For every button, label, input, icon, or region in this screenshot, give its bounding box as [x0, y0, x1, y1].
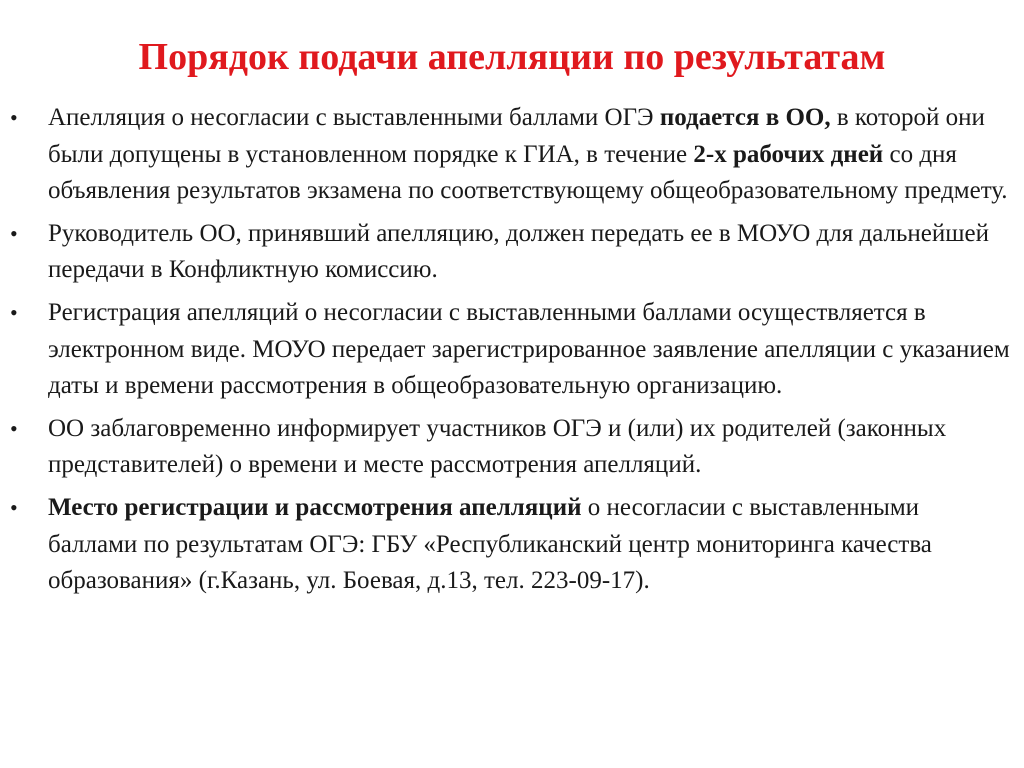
bullet-text: ОО заблаговременно информирует участников ОГЭ и (или) их родителей (законных представителей) о времени и месте рассмотрения апелляций. — [48, 414, 947, 479]
bullet-item-2 — [0, 216, 1024, 289]
bullet-item-1 — [0, 100, 1024, 210]
bullet-item-4 — [0, 411, 1024, 484]
slide-title: Порядок подачи апелляции по результатам — [138, 36, 886, 78]
bullet-icon: • — [10, 220, 18, 246]
bullet-text: в которой они были допущены в установленном порядке к ГИА, в течение — [48, 104, 985, 168]
bullet-text: о несогласии с выставленными баллами по результатам ОГЭ: ГБУ «Республиканский центр мониторинга качества образования» (г.Казань, ул. Боевая, д.13, тел. 223-09-17). — [48, 493, 932, 595]
bullet-text: Апелляция о несогласии с выставленными баллами ОГЭ — [48, 104, 660, 131]
bullet-item-5 — [0, 490, 1024, 600]
bullet-icon: • — [10, 105, 18, 130]
bullet-icon: • — [10, 299, 18, 325]
bullet-text: Руководитель ОО, принявший апелляцию, должен передать ее в МОУО для дальнейшей передачи в Конфликтную комиссию. — [48, 219, 989, 284]
bullet-text: Регистрация апелляций о несогласии с выставленными баллами осуществляется в электронном виде. МОУО передает зарегистрированное заявление апелляции с указанием даты и времени рассмотрения в общеобразовательную организацию. — [48, 298, 1010, 400]
bullet-emphasis: Место регистрации и рассмотрения апелляций — [48, 493, 582, 521]
bullet-icon: • — [10, 415, 18, 441]
bullet-emphasis: 2-х рабочих дней — [693, 140, 884, 168]
bullet-item-3 — [0, 295, 1024, 405]
bullet-icon: • — [10, 494, 18, 520]
bullet-emphasis: подается в ОО, — [659, 104, 831, 131]
bullet-text: со дня объявления результатов экзамена по соответствующему общеобразовательному предмету. — [48, 140, 1008, 205]
bullet-list — [0, 100, 1024, 606]
